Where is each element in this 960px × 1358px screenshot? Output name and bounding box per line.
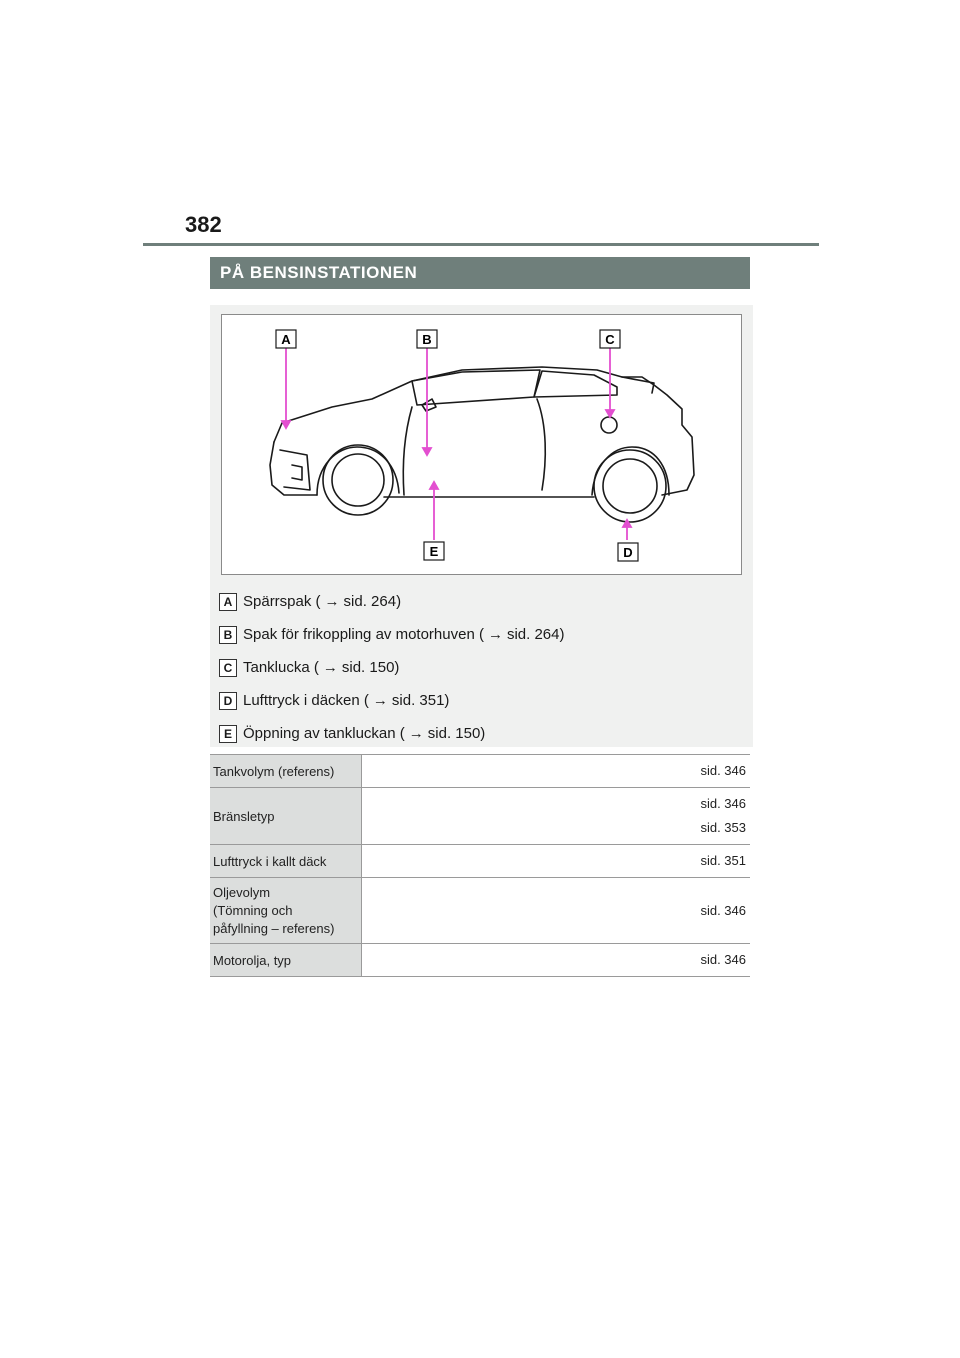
right-arrow-icon: → bbox=[322, 659, 338, 676]
car-diagram bbox=[221, 314, 742, 575]
legend-item-b bbox=[219, 618, 749, 651]
section-title: PÅ BENSINSTATIONEN bbox=[210, 257, 750, 289]
legend-text: Tanklucka ( bbox=[243, 659, 319, 676]
right-arrow-icon: → bbox=[487, 626, 503, 643]
table-row bbox=[210, 944, 750, 977]
car-illustration bbox=[222, 315, 743, 576]
legend-item-a bbox=[219, 585, 749, 618]
legend-letter: D bbox=[219, 692, 237, 710]
legend-list bbox=[219, 585, 749, 750]
callout-c: C bbox=[605, 332, 615, 347]
callout-e: E bbox=[429, 544, 439, 559]
legend-page-ref[interactable]: sid. 264) bbox=[506, 626, 565, 643]
spec-page-ref[interactable]: sid. 353 bbox=[700, 820, 746, 835]
spec-page-ref[interactable]: sid. 346 bbox=[700, 902, 746, 918]
legend-item-c bbox=[219, 651, 749, 684]
legend-page-ref[interactable]: sid. 150) bbox=[427, 725, 486, 742]
legend-text: Lufttryck i däcken ( bbox=[243, 692, 369, 709]
spec-label: Lufttryck i kallt däck bbox=[210, 845, 362, 878]
legend-letter: C bbox=[219, 659, 237, 677]
callout-b: B bbox=[422, 332, 432, 347]
spec-page-ref[interactable]: sid. 346 bbox=[700, 796, 746, 811]
legend-text: Spärrspak ( bbox=[243, 593, 321, 610]
spec-page-ref[interactable]: sid. 346 bbox=[700, 763, 746, 778]
legend-letter: A bbox=[219, 593, 237, 611]
legend-item-d bbox=[219, 684, 749, 717]
table-row bbox=[210, 788, 750, 845]
callout-a: A bbox=[281, 332, 291, 347]
header-rule bbox=[143, 243, 819, 246]
spec-label: Oljevolym (Tömning och påfyllning – referens) bbox=[210, 878, 362, 944]
page-number: 382 bbox=[185, 212, 222, 237]
legend-page-ref[interactable]: sid. 264) bbox=[343, 593, 402, 610]
specs-table bbox=[210, 754, 750, 977]
spec-page-ref[interactable]: sid. 346 bbox=[700, 952, 746, 967]
right-arrow-icon: → bbox=[324, 593, 340, 610]
right-arrow-icon: → bbox=[408, 725, 424, 742]
spec-label: Bränsletyp bbox=[210, 788, 362, 845]
table-row bbox=[210, 845, 750, 878]
legend-letter: E bbox=[219, 725, 237, 743]
spec-label: Motorolja, typ bbox=[210, 944, 362, 977]
legend-text: Spak för frikoppling av motorhuven ( bbox=[243, 626, 484, 643]
callout-d: D bbox=[623, 545, 633, 560]
legend-text: Öppning av tankluckan ( bbox=[243, 725, 405, 742]
legend-item-e bbox=[219, 717, 749, 750]
table-row bbox=[210, 755, 750, 788]
right-arrow-icon: → bbox=[372, 692, 388, 709]
spec-label: Tankvolym (referens) bbox=[210, 755, 362, 788]
legend-page-ref[interactable]: sid. 150) bbox=[341, 659, 400, 676]
spec-page-ref[interactable]: sid. 351 bbox=[700, 853, 746, 868]
table-row bbox=[210, 878, 750, 944]
legend-page-ref[interactable]: sid. 351) bbox=[391, 692, 450, 709]
legend-letter: B bbox=[219, 626, 237, 644]
